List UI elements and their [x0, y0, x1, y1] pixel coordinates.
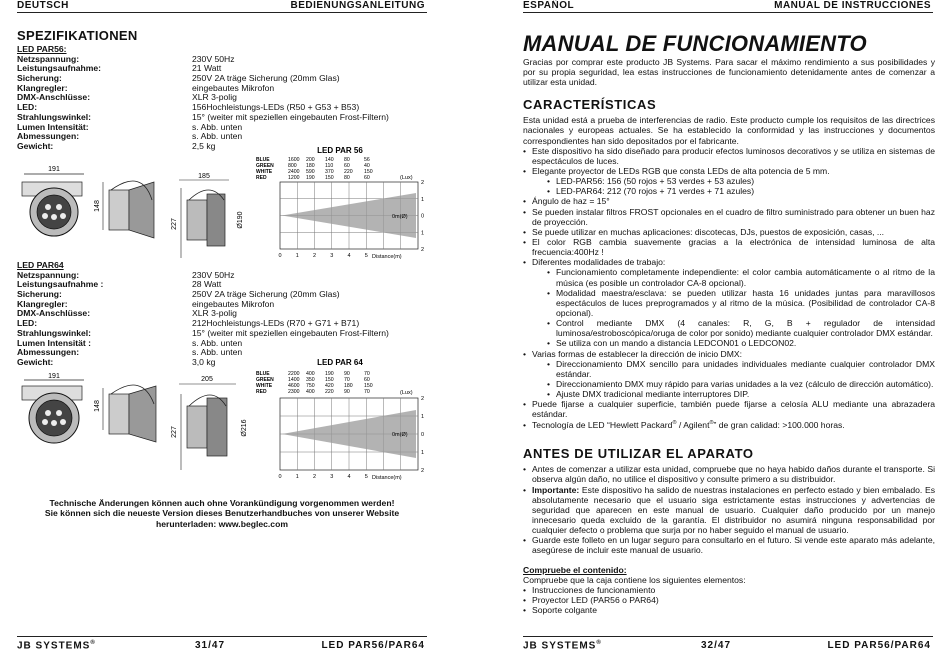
lux-value: 420 — [325, 383, 334, 389]
list-item: • Instrucciones de funcionamiento — [523, 585, 935, 595]
dim-side-height: 148 — [94, 400, 101, 412]
list-item: • Varias formas de establecer la dirección de inicio DMX: • Direccionamiento DMX sencillo para unidades individuales mediante cualquier controlador DMX estándar. • Direccionamiento DMX muy rápido para varias unidades a la vez (cálculo de dirección automático). • Ajuste DMX tradicional mediante interruptores DIP. — [523, 349, 935, 400]
model-label: LED PAR56: — [17, 44, 67, 54]
spec-key: Gewicht: — [17, 140, 54, 151]
lux-row-label: RED — [256, 389, 267, 395]
lux-unit: (Lux) — [400, 175, 413, 181]
registered-mark: ® — [90, 640, 96, 646]
lux-value: 1400 — [288, 377, 300, 383]
features-section — [523, 97, 935, 430]
lux-value: 1200 — [288, 175, 300, 181]
lux-value: 70 — [364, 389, 370, 395]
lux-value: 40 — [364, 163, 370, 169]
dim-front-width: 191 — [48, 373, 60, 380]
registered-mark: ® — [596, 640, 602, 646]
footer-brand: JB SYSTEMS — [523, 640, 597, 652]
x-tick-label: 5 — [364, 474, 368, 480]
spec-key: Gewicht: — [17, 356, 54, 367]
y-tick-label: 1 — [421, 450, 425, 456]
spec-key: Sicherung: — [17, 73, 62, 84]
par56-dimension-drawings — [14, 160, 264, 260]
spec-value: 212Hochleistungs-LEDs (R70 + G71 + B71) — [192, 318, 360, 329]
lux-value: 80 — [344, 175, 350, 181]
y-tick-label: 2 — [421, 396, 425, 402]
spec-value: 2,5 kg — [192, 140, 216, 151]
x-tick-label: 2 — [313, 474, 317, 480]
sub-list-item: • Se utiliza con un mando a distancia LEDCON01 o LEDCON02. — [532, 338, 935, 348]
x-tick-label: 1 — [295, 474, 299, 480]
lux-value: 370 — [325, 169, 334, 175]
rear-view-drawing — [171, 173, 244, 258]
lux-row-label: WHITE — [256, 383, 273, 389]
header-language: ESPAÑOL — [523, 0, 575, 11]
lux-value: 60 — [364, 175, 370, 181]
footer-brand: JB SYSTEMS — [17, 640, 91, 652]
lux-row-label: GREEN — [256, 377, 274, 383]
lux-row-label: BLUE — [256, 157, 270, 163]
lux-value: 400 — [306, 371, 315, 377]
list-item: • Proyector LED (PAR56 o PAR64) — [523, 595, 935, 605]
par64-dimension-drawings — [14, 370, 264, 475]
spec-value: s. Abb. unten — [192, 131, 243, 142]
spec-key: Leistungsaufnahme : — [17, 279, 104, 290]
list-item: • Guarde este folleto en un lugar seguro para consultarlo en el futuro. Si vende este aparato más adelante, asegúrese de incluir este manual de usuario. — [523, 535, 935, 555]
y-tick-label: 1 — [421, 196, 425, 203]
spec-value: eingebautes Mikrofon — [192, 298, 275, 309]
contents-title: Compruebe el contenido: — [523, 564, 627, 575]
lux-value: 800 — [288, 163, 297, 169]
lux-value: 2300 — [288, 389, 300, 395]
zero-label: 0m(Ø) — [392, 432, 408, 438]
x-tick-label: 3 — [330, 253, 334, 259]
lux-value: 400 — [306, 389, 315, 395]
lux-row-label: GREEN — [256, 163, 274, 169]
lux-value: 150 — [325, 377, 334, 383]
dim-front-width: 191 — [48, 166, 60, 173]
spec-value: 156Hochleistungs-LEDs (R50 + G53 + B53) — [192, 102, 360, 113]
page-footer — [17, 636, 427, 652]
dim-diameter: Ø216 — [241, 419, 248, 437]
lux-row-label: WHITE — [256, 169, 273, 175]
header-title: MANUAL DE INSTRUCCIONES — [774, 0, 931, 11]
lux-value: 60 — [364, 377, 370, 383]
lux-unit: (Lux) — [400, 390, 413, 396]
x-tick-label: 3 — [330, 474, 334, 480]
lux-value: 180 — [306, 163, 315, 169]
dim-diameter: Ø190 — [237, 211, 244, 229]
footer-model: LED PAR56/PAR64 — [321, 640, 425, 651]
spec-value: 3,0 kg — [192, 356, 216, 367]
precautions-list — [523, 464, 935, 555]
note-line: Sie können sich die neueste Version dieses Benutzerhandbuches von unserer Website — [44, 508, 400, 519]
page-header — [17, 0, 427, 13]
list-item: • Se puede utilizar en muchas aplicaciones: discotecas, DJs, puestos de exposición, casas, ... — [523, 227, 935, 237]
note-line: herunterladen: www.beglec.com — [156, 518, 288, 529]
lux-value: 56 — [364, 157, 370, 163]
side-view-drawing — [94, 385, 156, 442]
sub-list-item: • Funcionamiento completamente independiente: el color cambia automáticamente o al ritmo de la música (es posible un controlador CA-8 opcional). — [532, 267, 935, 287]
spec-value: XLR 3-polig — [192, 92, 237, 103]
spec-key: LED: — [17, 318, 38, 329]
x-tick-label: 5 — [364, 253, 368, 259]
lux-value: 750 — [306, 383, 315, 389]
list-item: • Antes de comenzar a utilizar esta unidad, compruebe que no haya habido daños durante el transporte. Si observa algún daño, no utilice el dispositivo y consulte primero a su distribuidor. — [523, 464, 935, 484]
x-tick-label: 2 — [313, 253, 317, 259]
list-item: • Tecnología de LED “Hewlett Packard® / Agilent®” de gran calidad: >100.000 horas. — [523, 420, 935, 430]
spec-value: 28 Watt — [192, 279, 222, 290]
lux-value: 140 — [325, 157, 334, 163]
lux-row-label: BLUE — [256, 371, 270, 377]
front-view-drawing — [22, 373, 84, 443]
dim-top-width: 205 — [201, 376, 213, 383]
distance-label: Distance(m) — [372, 254, 402, 260]
lux-value: 190 — [306, 175, 315, 181]
spec-value: 230V 50Hz — [192, 53, 235, 64]
sub-list-item: • Direccionamiento DMX sencillo para unidades individuales mediante cualquier controlador DMX estándar. — [532, 359, 935, 379]
footer-model: LED PAR56/PAR64 — [827, 640, 931, 651]
list-item: • Ángulo de haz = 15° — [523, 196, 935, 206]
y-tick-label: 1 — [421, 230, 425, 237]
section-text: Esta unidad está a prueba de interferencias de radio. Este producto cumple los requisitos de las directrices nacionales y europeas actuales. Se ha establecido la conformidad y las instrucciones y documentos correspondientes han sido depositados por el fabricante. — [523, 115, 935, 146]
par64-beam-chart — [252, 356, 432, 481]
page-footer — [523, 636, 933, 652]
spec-key: Strahlungswinkel: — [17, 111, 92, 122]
spec-key: Netzspannung: — [17, 269, 80, 280]
spec-value: s. Abb. unten — [192, 337, 243, 348]
list-item: • Importante: Este dispositivo ha salido de nuestras instalaciones en perfecto estado y bien embalado. Es absolutamente necesario que el usuario siga estrictamente estas instrucciones y advertencias de seguridad que aparecen en este manual de usuario. Cualquier daño producido por un manejo innecesario queda excluido de la garantía. El distribuidor no asumirá ninguna responsabilidad por cualquier defecto o problema que surja por no haber seguido el manual de usuario. — [523, 485, 935, 536]
y-tick-label: 0 — [421, 213, 425, 220]
lux-value: 180 — [344, 383, 353, 389]
spec-key: Abmessungen: — [17, 131, 80, 142]
lux-value: 150 — [364, 169, 373, 175]
contents-intro: Compruebe que la caja contiene los siguientes elementos: — [523, 574, 746, 585]
disclaimer-note — [17, 498, 427, 529]
y-tick-label: 0 — [421, 432, 425, 438]
y-tick-label: 2 — [421, 468, 425, 474]
spec-value: 250V 2A träge Sicherung (20mm Glas) — [192, 73, 340, 84]
spec-key: DMX-Anschlüsse: — [17, 92, 91, 103]
spec-key: Lumen Intensität: — [17, 121, 89, 132]
list-item: • Se pueden instalar filtros FROST opcionales en el cuadro de filtro suministrado para obtener un buen haz de proyección. — [523, 207, 935, 227]
intro-paragraph: Gracias por comprar este producto JB Systems. Para sacar el máximo rendimiento a sus posibilidades y por su propia seguridad, lea estas instrucciones de funcionamiento detenidamente antes de comenzar a utilizar esta unidad. — [523, 57, 935, 88]
list-item: • Este dispositivo ha sido diseñado para producir efectos luminosos decorativos y se utiliza en sistemas de espectáculos de luces. — [523, 146, 935, 166]
lux-value: 60 — [344, 163, 350, 169]
spec-key: Lumen Intensität : — [17, 337, 92, 348]
spec-key: Leistungsaufnahme: — [17, 63, 102, 74]
lux-table — [256, 157, 373, 181]
list-item: • Elegante proyector de LEDs RGB que consta LEDs de alta potencia de 5 mm. • LED-PAR56: 156 (50 rojos + 53 verdes + 53 azules) • LED-PAR64: 212 (70 rojos + 71 verdes + 71 azules) — [523, 166, 935, 196]
spec-value: eingebautes Mikrofon — [192, 82, 275, 93]
section-title: CARACTERÍSTICAS — [523, 97, 657, 112]
spec-value: 21 Watt — [192, 63, 222, 74]
lux-row-label: RED — [256, 175, 267, 181]
lux-value: 200 — [306, 157, 315, 163]
y-tick-label: 2 — [421, 180, 425, 186]
lux-value: 350 — [306, 377, 315, 383]
manual-title: MANUAL DE FUNCIONAMIENTO — [523, 31, 867, 56]
lux-value: 2400 — [288, 169, 300, 175]
spec-value: XLR 3-polig — [192, 308, 237, 319]
x-tick-label: 0 — [278, 474, 282, 480]
dim-height: 227 — [171, 218, 178, 230]
sub-list-item: • Ajuste DMX tradicional mediante interruptores DIP. — [532, 389, 935, 399]
lux-value: 4600 — [288, 383, 300, 389]
list-item: • Diferentes modalidades de trabajo: • Funcionamiento completamente independiente: el color cambia automáticamente o al ritmo de la música (es posible un controlador CA-8 opcional). • Modalidad maestra/esclava: se pueden utilizar hasta 16 unidades juntas para maravillosos espectáculos de luces preprogramados y al ritmo de la música. (Posibilidad de controlador CA-8 opcional). • Control mediante DMX (4 canales: R, G, B + regulador de intensidad luminosa/estroboscópica/oruga de color por sonido) mediante cualquier controlador DMX estándar. • Se utiliza con un mando a distancia LEDCON01 o LEDCON02. — [523, 257, 935, 348]
list-item: • El color RGB cambia suavemente gracias a la electrónica de intensidad luminosa de alta frecuencia:400Hz ! — [523, 237, 935, 257]
lux-value: 2200 — [288, 371, 300, 377]
dim-top-width: 185 — [198, 173, 210, 180]
footer-page-number: 31/47 — [195, 640, 226, 651]
header-language: DEUTSCH — [17, 0, 69, 11]
x-tick-label: 0 — [278, 253, 282, 259]
lux-value: 190 — [325, 371, 334, 377]
before-use-section — [523, 446, 935, 615]
dim-height: 227 — [171, 426, 178, 438]
lux-value: 220 — [325, 389, 334, 395]
x-tick-label: 1 — [295, 253, 299, 259]
header-title: BEDIENUNGSANLEITUNG — [290, 0, 425, 11]
lux-value: 70 — [344, 377, 350, 383]
page-header — [523, 0, 933, 13]
spec-par56 — [17, 44, 427, 151]
spec-value: 15° (weiter mit speziellen eingebauten Frost-Filtern) — [192, 327, 389, 338]
spec-key: Klangregler: — [17, 82, 68, 93]
note-line: Technische Änderungen können auch ohne Vorankündigung vorgenommen werden! — [49, 498, 395, 508]
list-item: • Soporte colgante — [523, 605, 935, 615]
model-label: LED PAR64 — [17, 260, 64, 270]
lux-value: 80 — [344, 157, 350, 163]
distance-label: Distance(m) — [372, 475, 402, 481]
features-list — [523, 146, 935, 430]
spec-value: 250V 2A träge Sicherung (20mm Glas) — [192, 289, 340, 300]
lux-value: 90 — [344, 389, 350, 395]
spec-key: Sicherung: — [17, 289, 62, 300]
spec-key: DMX-Anschlüsse: — [17, 308, 91, 319]
contents-list — [523, 585, 935, 615]
lux-value: 220 — [344, 169, 353, 175]
lux-value: 150 — [364, 383, 373, 389]
list-item: • Puede fijarse a cualquier superficie, también puede fijarse a celosía ALU mediante una abrazadera estándar. — [523, 399, 935, 419]
footer-page-number: 32/47 — [701, 640, 732, 651]
spec-key: Strahlungswinkel: — [17, 327, 92, 338]
lux-table — [256, 371, 373, 395]
y-tick-label: 2 — [421, 247, 425, 253]
lux-value: 590 — [306, 169, 315, 175]
spec-value: 230V 50Hz — [192, 269, 235, 280]
chart-title: LED PAR 64 — [317, 358, 363, 367]
sub-list-item: • Modalidad maestra/esclava: se pueden utilizar hasta 16 unidades juntas para maravillosos espectáculos de luces preprogramados y al ritmo de la música. (Posibilidad de controlador CA-8 opcional). — [532, 288, 935, 318]
spec-par64 — [17, 260, 427, 367]
sub-list-item: • LED-PAR64: 212 (70 rojos + 71 verdes + 71 azules) — [532, 186, 935, 196]
spec-key: Klangregler: — [17, 298, 68, 309]
spec-value: s. Abb. unten — [192, 347, 243, 358]
spec-value: s. Abb. unten — [192, 121, 243, 132]
page-espanol — [475, 0, 950, 654]
spec-key: Abmessungen: — [17, 347, 80, 358]
rear-view-drawing — [171, 376, 248, 470]
dim-side-height: 148 — [94, 200, 101, 212]
section-title: SPEZIFIKATIONEN — [17, 28, 138, 43]
spec-key: LED: — [17, 102, 38, 113]
sub-list-item: • Direccionamiento DMX muy rápido para varias unidades a la vez (cálculo de dirección automático). — [532, 379, 935, 389]
chart-title: LED PAR 56 — [317, 146, 363, 155]
spec-key: Netzspannung: — [17, 53, 80, 64]
sub-list-item: • Control mediante DMX (4 canales: R, G, B + regulador de intensidad luminosa/estroboscópica/oruga de color por sonido) mediante cualquier controlador DMX estándar. — [532, 318, 935, 338]
lux-value: 90 — [344, 371, 350, 377]
spec-value: 15° (weiter mit speziellen eingebauten Frost-Filtern) — [192, 111, 389, 122]
y-tick-label: 1 — [421, 414, 425, 420]
side-view-drawing — [94, 181, 154, 238]
x-tick-label: 4 — [347, 253, 351, 259]
lux-value: 70 — [364, 371, 370, 377]
front-view-drawing — [22, 166, 84, 236]
zero-label: 0m(Ø) — [392, 214, 408, 220]
sub-list-item: • LED-PAR56: 156 (50 rojos + 53 verdes + 53 azules) — [532, 176, 935, 186]
section-title: ANTES DE UTILIZAR EL APARATO — [523, 446, 754, 461]
par56-beam-chart — [252, 145, 432, 260]
x-tick-label: 4 — [347, 474, 351, 480]
lux-value: 110 — [325, 163, 334, 169]
lux-value: 1600 — [288, 157, 300, 163]
lux-value: 150 — [325, 175, 334, 181]
